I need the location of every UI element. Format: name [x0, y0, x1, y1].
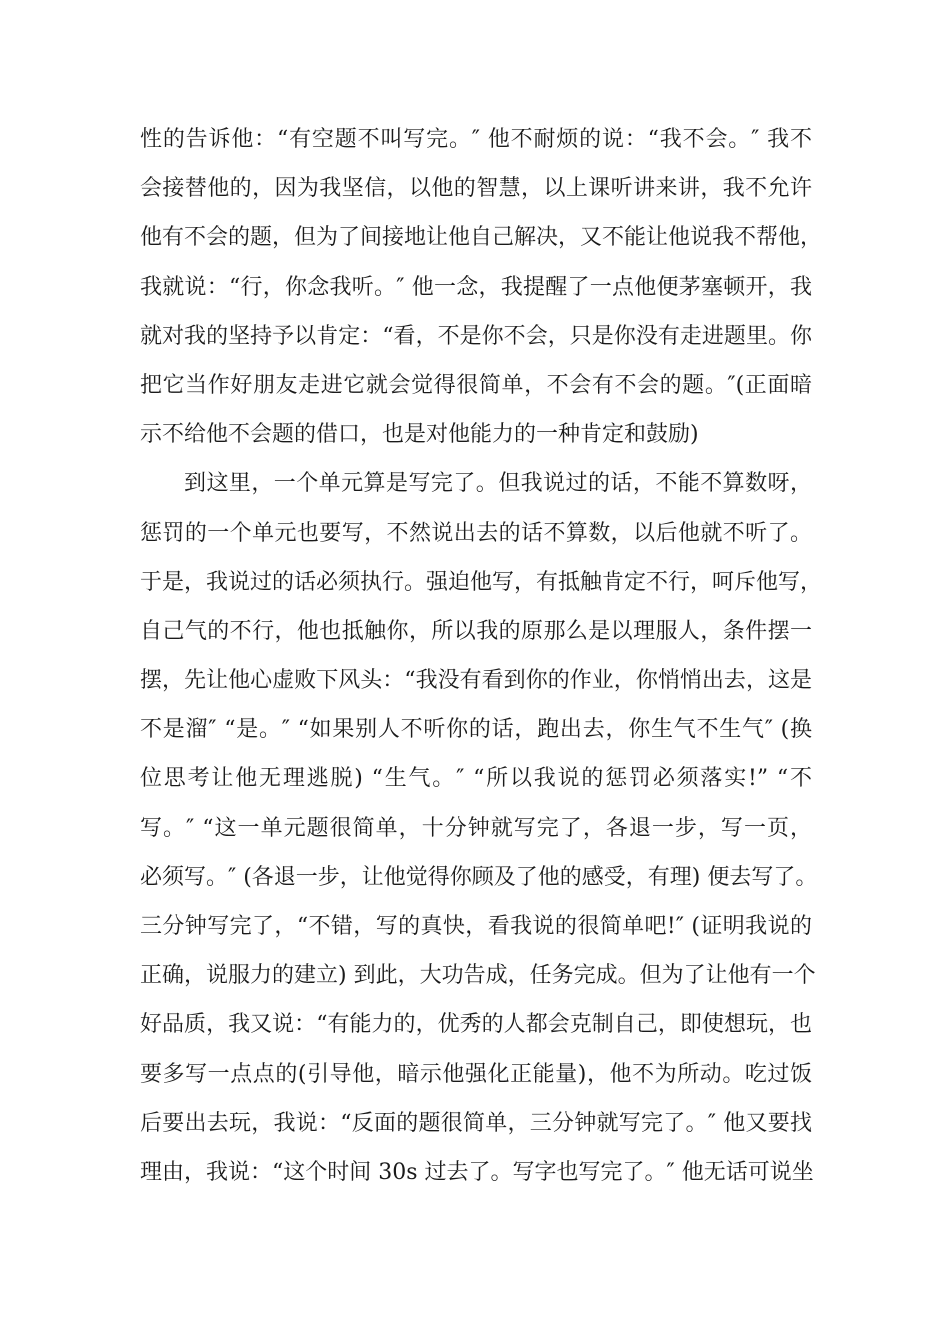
text-line: 我就说：“行，你念我听。″ 他一念，我提醒了一点他便茅塞顿开，我	[140, 274, 812, 300]
text-line: 不是溜″ “是。″ “如果别人不听你的话，跑出去，你生气不生气″ (换	[140, 717, 812, 743]
text-line: 位思考让他无理逃脱) “生气。″ “所以我说的惩罚必须落实!” “不	[140, 766, 812, 792]
text-line: 会接替他的，因为我坚信，以他的智慧，以上课听讲来讲，我不允许	[140, 176, 812, 202]
text-line: 惩罚的一个单元也要写，不然说出去的话不算数，以后他就不听了。	[140, 520, 812, 546]
text-line: 理由，我说：“这个时间 30s 过去了。写字也写完了。″ 他无话可说坐	[140, 1159, 814, 1185]
text-line: 他有不会的题，但为了间接地让他自己解决，又不能让他说我不帮他，	[140, 225, 823, 251]
text-line: 把它当作好朋友走进它就会觉得很简单，不会有不会的题。″(正面暗	[140, 372, 812, 398]
text-line: 于是，我说过的话必须执行。强迫他写，有抵触肯定不行，呵斥他写，	[140, 569, 823, 595]
text-line: 正确，说服力的建立) 到此，大功告成，任务完成。但为了让他有一个	[140, 963, 816, 989]
text-line: 自己气的不行，他也抵触你，所以我的原那么是以理服人，条件摆一	[140, 618, 812, 644]
text-line: 好品质，我又说：“有能力的，优秀的人都会克制自己，即使想玩，也	[140, 1012, 812, 1038]
text-line: 性的告诉他：“有空题不叫写完。″ 他不耐烦的说：“我不会。″ 我不	[140, 127, 812, 152]
text-line: 就对我的坚持予以肯定：“看，不是你不会，只是你没有走进题里。你	[140, 323, 812, 349]
text-line: 三分钟写完了，“不错，写的真快，看我说的很简单吧!″ (证明我说的	[140, 914, 812, 939]
text-line: 后要出去玩，我说：“反面的题很简单，三分钟就写完了。″ 他又要找	[140, 1110, 812, 1136]
text-line: 必须写。″ (各退一步，让他觉得你顾及了他的感受，有理) 便去写了。	[140, 864, 818, 890]
paragraph-first-line: 到这里，一个单元算是写完了。但我说过的话，不能不算数呀，	[184, 471, 812, 497]
body-text	[140, 115, 823, 1197]
text-line: 示不给他不会题的借口，也是对他能力的一种肯定和鼓励)	[140, 422, 699, 448]
text-line: 要多写一点点的(引导他，暗示他强化正能量)，他不为所动。吃过饭	[140, 1061, 812, 1087]
text-line: 写。″ “这一单元题很简单，十分钟就写完了，各退一步，写一页，	[140, 815, 812, 841]
text-line: 摆，先让他心虚败下风头：“我没有看到你的作业，你悄悄出去，这是	[140, 668, 812, 694]
